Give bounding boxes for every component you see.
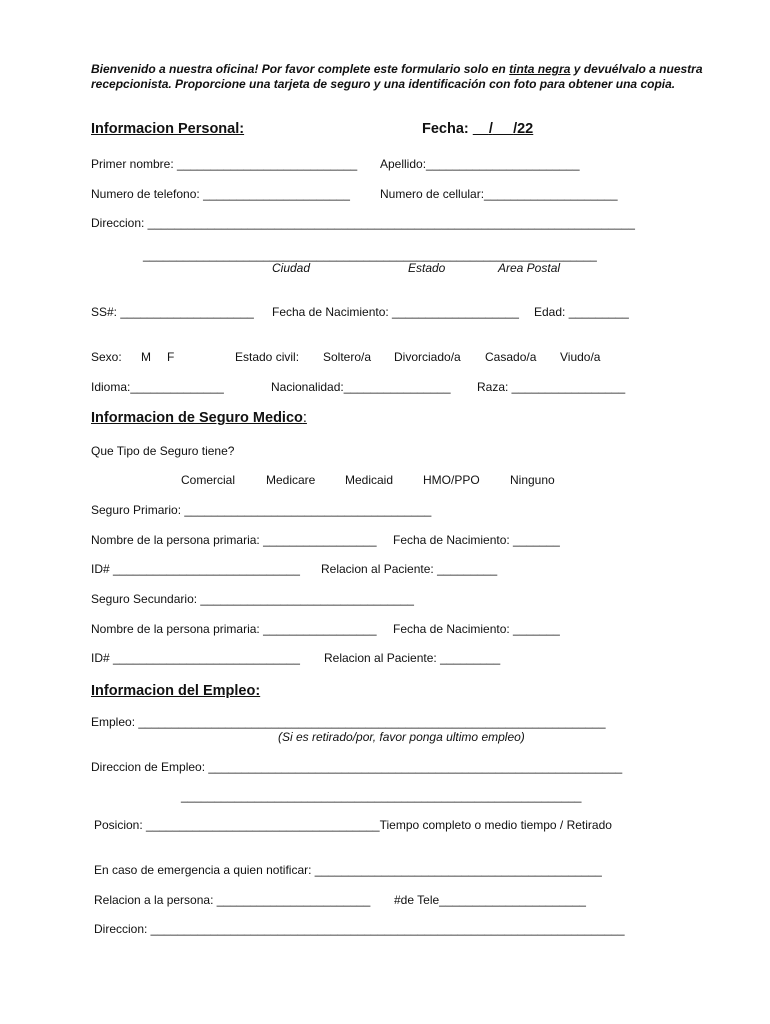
sexo-option-f[interactable]: F: [167, 350, 175, 364]
direccion-emergencia-field[interactable]: Direccion: _______________________________________________________________________: [94, 922, 625, 936]
seguro-option-ninguno[interactable]: Ninguno: [510, 473, 555, 487]
telefono-emergencia-field[interactable]: #de Tele______________________: [394, 893, 586, 907]
section-title-seguro: [91, 410, 307, 426]
intro-ink-emphasis: tinta negra: [509, 62, 571, 76]
empleo-note: (Si es retirado/por, favor ponga ultimo empleo): [278, 730, 525, 744]
fecha-year: /22: [513, 121, 534, 137]
section-title-personal: Informacion Personal:: [91, 121, 245, 137]
intro-part2: y devuélvalo a nuestra recepcionista. Proporcione una tarjeta de seguro y una identificación con foto para obtener una copia.: [91, 62, 703, 91]
fecha-nacimiento-1-field[interactable]: Fecha de Nacimiento: _______: [393, 533, 560, 547]
area-postal-caption: Area Postal: [498, 261, 561, 275]
id-2-field[interactable]: ID# ____________________________: [91, 651, 300, 665]
fecha-month-blank[interactable]: [473, 121, 489, 137]
primer-nombre-field[interactable]: Primer nombre: ___________________________: [91, 157, 358, 171]
posicion-field[interactable]: Posicion: ___________________________________Tiempo completo o medio tiempo / Retirado: [94, 818, 612, 832]
seguro-option-hmo-ppo[interactable]: HMO/PPO: [423, 473, 480, 487]
relacion-paciente-2-field[interactable]: Relacion al Paciente: _________: [324, 651, 501, 665]
relacion-paciente-1-field[interactable]: Relacion al Paciente: _________: [321, 562, 498, 576]
section-title-seguro-text: Informacion de Seguro Medico: [91, 410, 303, 426]
seguro-option-comercial[interactable]: Comercial: [181, 473, 236, 487]
nombre-persona-primaria-2-field[interactable]: Nombre de la persona primaria: _________________: [91, 622, 377, 636]
direccion-empleo-line2-field[interactable]: ____________________________________________________________: [181, 789, 582, 803]
idioma-field[interactable]: Idioma:______________: [91, 380, 224, 394]
estado-civil-viudo[interactable]: Viudo/a: [560, 350, 601, 364]
apellido-field[interactable]: Apellido:_______________________: [380, 157, 580, 171]
direccion-empleo-field[interactable]: Direccion de Empleo: ______________________________________________________________: [91, 760, 623, 774]
tipo-seguro-question: Que Tipo de Seguro tiene?: [91, 444, 235, 458]
relacion-persona-field[interactable]: Relacion a la persona: _______________________: [94, 893, 371, 907]
ciudad-caption: Ciudad: [272, 261, 311, 275]
section-title-seguro-colon: :: [302, 410, 307, 426]
seguro-primario-field[interactable]: Seguro Primario: _____________________________________: [91, 503, 432, 517]
direccion-field[interactable]: Direccion: _________________________________________________________________________: [91, 216, 635, 230]
fecha-nacimiento-field[interactable]: Fecha de Nacimiento: ___________________: [272, 305, 519, 319]
estado-caption: Estado: [408, 261, 446, 275]
fecha-nacimiento-2-field[interactable]: Fecha de Nacimiento: _______: [393, 622, 560, 636]
raza-field[interactable]: Raza: _________________: [477, 380, 626, 394]
seguro-option-medicaid[interactable]: Medicaid: [345, 473, 394, 487]
nombre-persona-primaria-1-field[interactable]: Nombre de la persona primaria: _________________: [91, 533, 377, 547]
fecha-field[interactable]: [422, 121, 533, 137]
empleo-field[interactable]: Empleo: ______________________________________________________________________: [91, 715, 606, 729]
fecha-day-blank[interactable]: [493, 121, 513, 137]
emergencia-field[interactable]: En caso de emergencia a quien notificar: ___________________________________________: [94, 863, 602, 877]
estado-civil-soltero[interactable]: Soltero/a: [323, 350, 372, 364]
intro-part1: Bienvenido a nuestra oficina! Por favor complete este formulario solo en: [91, 62, 510, 76]
telefono-field[interactable]: Numero de telefono: ______________________: [91, 187, 350, 201]
ss-field[interactable]: SS#: ____________________: [91, 305, 254, 319]
estado-civil-casado[interactable]: Casado/a: [485, 350, 537, 364]
fecha-label: Fecha:: [422, 121, 473, 137]
sexo-option-m[interactable]: M: [141, 350, 151, 364]
estado-civil-divorciado[interactable]: Divorciado/a: [394, 350, 461, 364]
sexo-label: Sexo:: [91, 350, 122, 364]
intro-instructions: [91, 62, 721, 92]
fecha-slash: /: [488, 121, 493, 137]
edad-field[interactable]: Edad: _________: [534, 305, 629, 319]
id-1-field[interactable]: ID# ____________________________: [91, 562, 300, 576]
cellular-field[interactable]: Numero de cellular:____________________: [380, 187, 618, 201]
seguro-secundario-field[interactable]: Seguro Secundario: ________________________________: [91, 592, 414, 606]
section-title-empleo: Informacion del Empleo:: [91, 683, 261, 699]
nacionalidad-field[interactable]: Nacionalidad:________________: [271, 380, 451, 394]
direccion-line2-field[interactable]: ____________________________________________________________________: [143, 248, 597, 262]
estado-civil-label: Estado civil:: [235, 350, 300, 364]
seguro-option-medicare[interactable]: Medicare: [266, 473, 316, 487]
